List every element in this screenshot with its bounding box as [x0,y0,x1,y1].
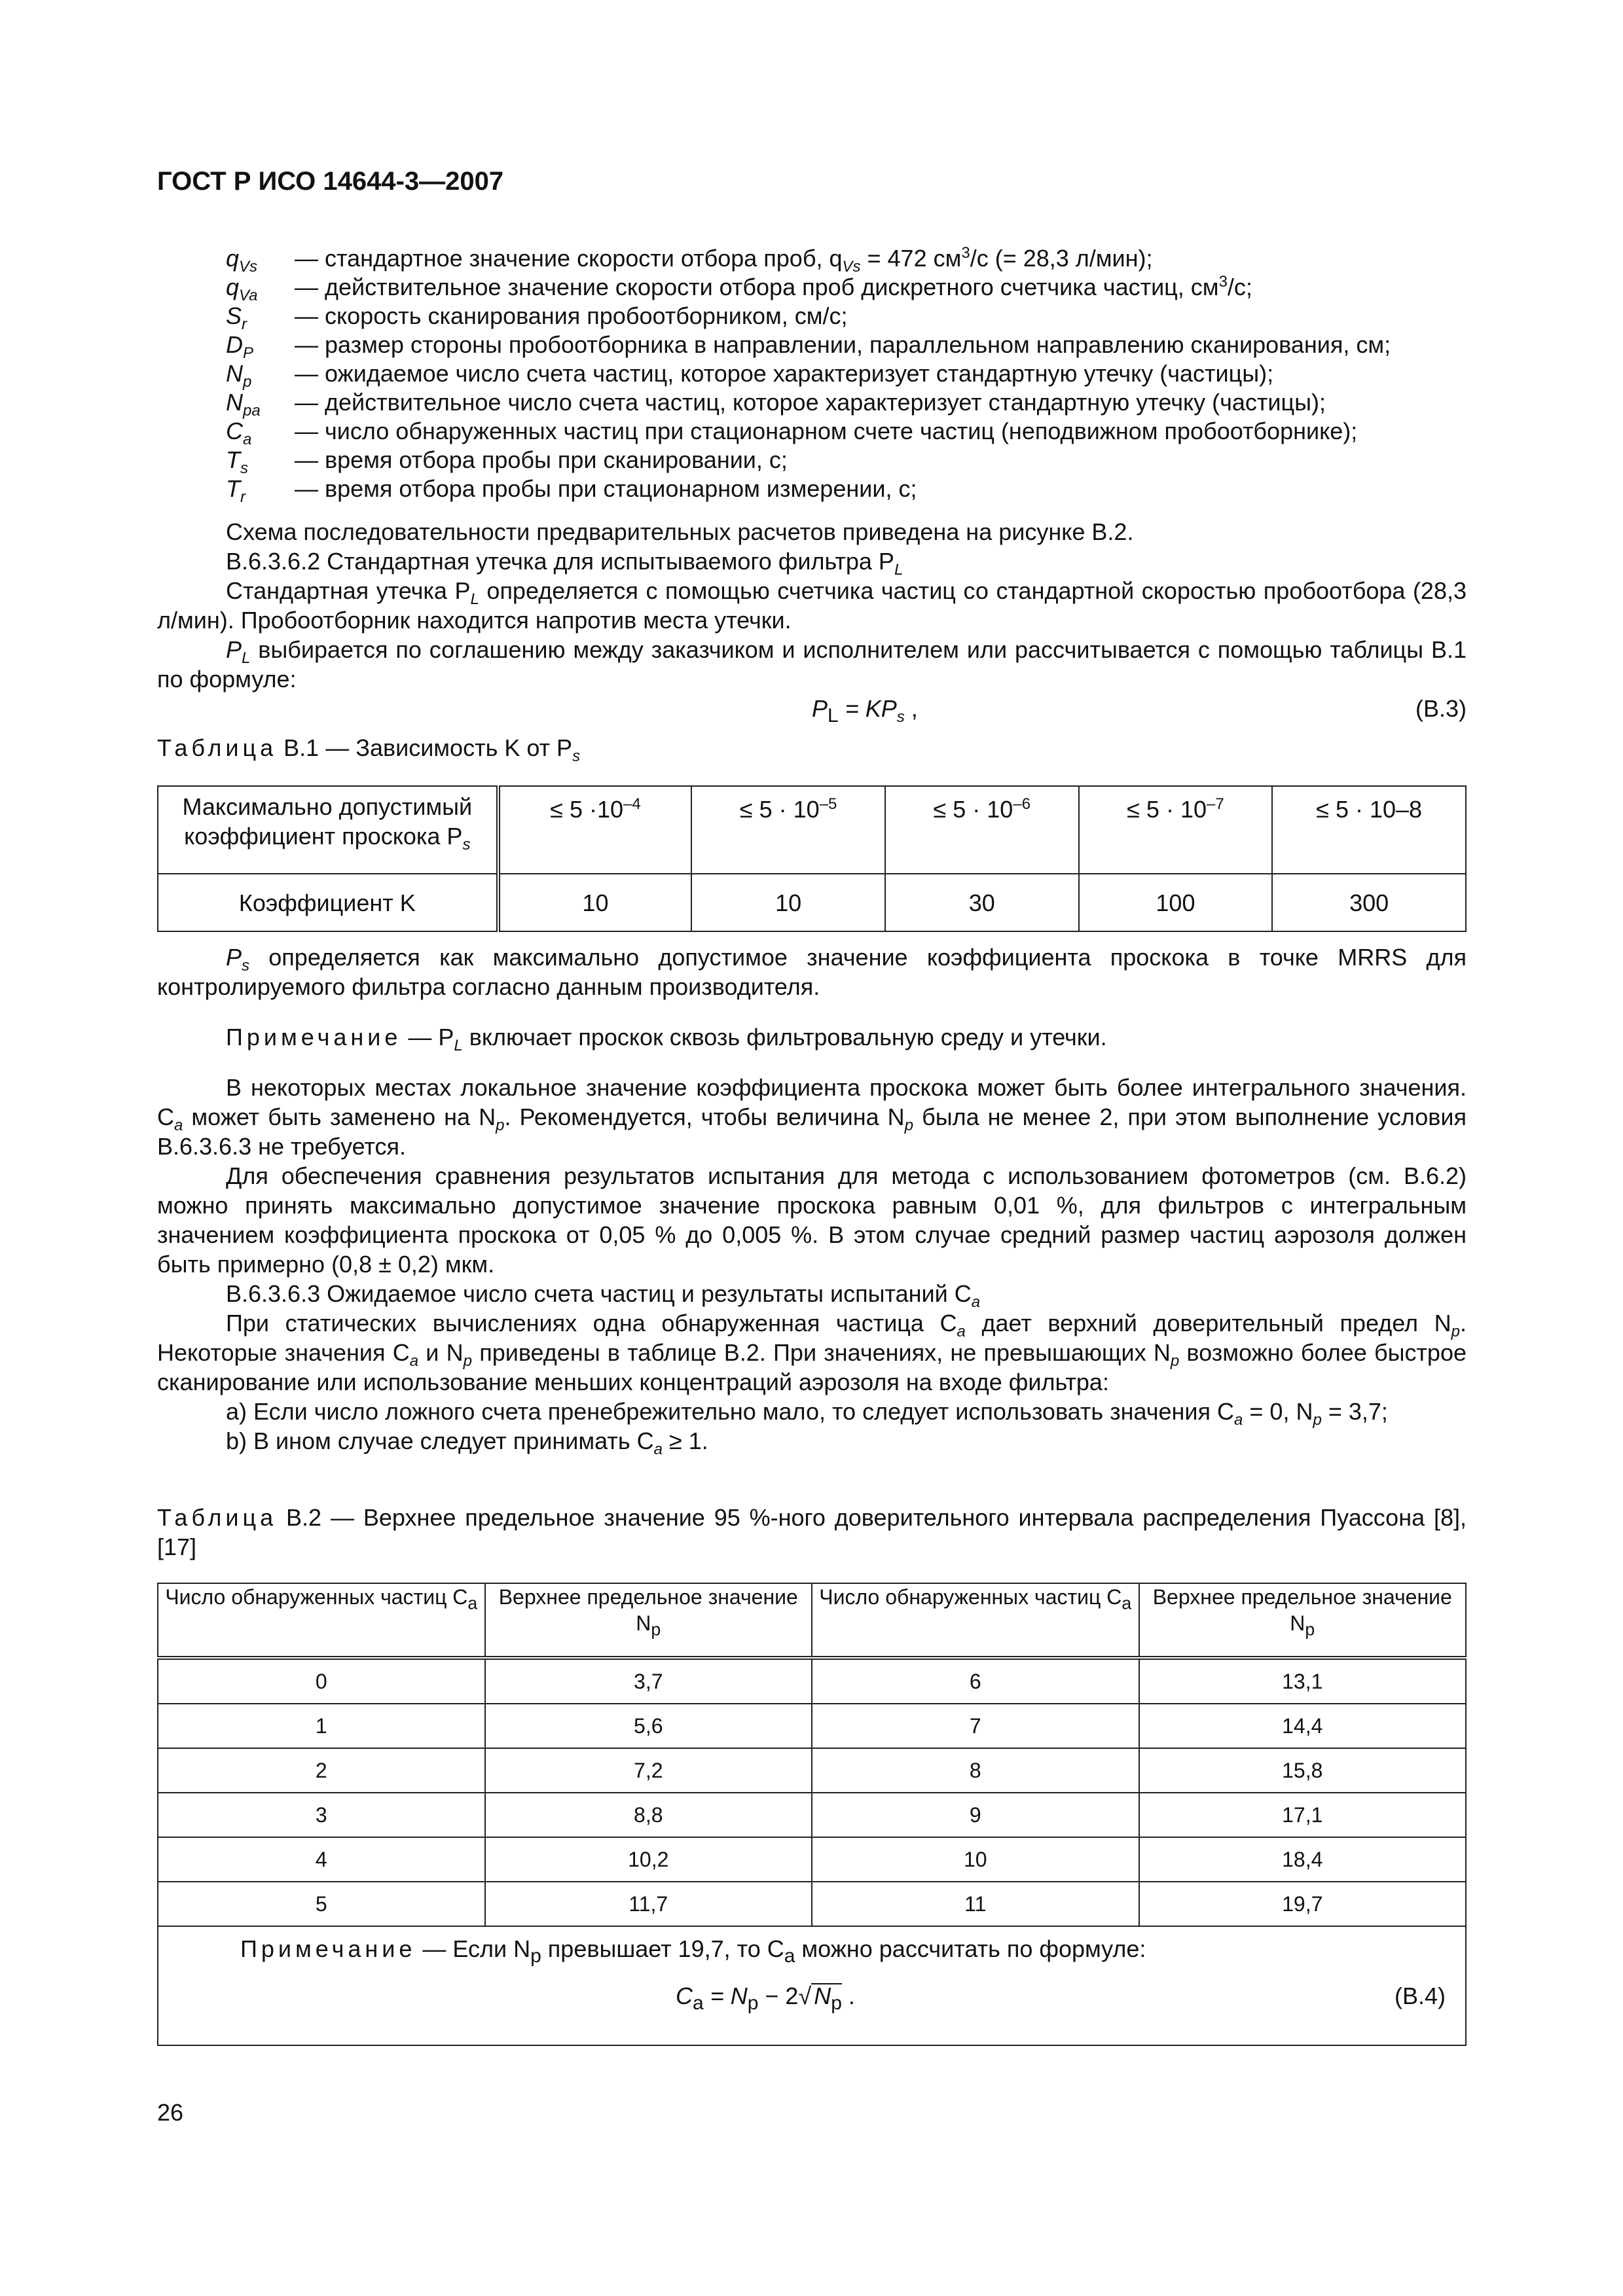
table-b1-cell [1079,786,1273,874]
definition-text [295,418,1357,444]
inline-text: В.2 — Верхнее предельное значение 95 %-ного доверительного интервала распределения Пуассона [8], [17] [157,1504,1467,1560]
inline-text: q [226,274,240,300]
definition-symbol [226,330,295,363]
table-b1-cell: 100 [1079,874,1273,931]
inline-text: a [1122,1593,1132,1613]
inline-text: Примечание [240,1935,416,1962]
inline-text: возможно более быстрое сканирование или использование меньших концентраций аэрозоля на входе фильтра: [157,1339,1467,1395]
inline-text: Максимально допустимый коэффициент проскока P [182,793,473,850]
definition-text [295,475,917,502]
inline-text: P [812,695,828,722]
inline-text: p [496,1117,505,1135]
inline-text: — число обнаруженных частиц при стационарном счете частиц (неподвижном пробоотборнике); [295,418,1358,444]
inline-text: L [242,649,251,668]
inline-text: определяется как максимально допустимое значение коэффициента проскока в точке MRRS для контролируемого фильтра согласно данным производителя. [157,944,1467,1000]
inline-text: p [1170,1352,1180,1371]
inline-text: 3 [1218,273,1228,291]
list-item-a [157,1397,1467,1429]
inline-text: s [242,957,250,975]
inline-text: . Рекомендуется, чтобы величина N [504,1103,905,1130]
table-b2-cell: 11 [812,1882,1139,1926]
table-b1-cell: 30 [885,874,1079,931]
table-b2-cell: 8 [812,1748,1139,1793]
inline-text: S [226,302,242,329]
inline-text: При статических вычислениях одна обнаруженная частица C [226,1310,957,1336]
table-b2-cell: 13,1 [1139,1658,1466,1704]
body-section-2 [157,942,1467,1562]
inline-text: L [454,1037,463,1055]
inline-text: превышает 19,7, то C [541,1935,784,1962]
inline-text: p [747,1992,759,2015]
inline-text: q [226,245,240,272]
inline-text: T [226,446,240,473]
inline-text: — время отбора пробы при сканировании, с; [295,446,788,473]
definition-line [226,272,1467,305]
inline-text: p [651,1619,661,1640]
inline-text: . [841,1982,855,2009]
inline-text: ≤ 5 · 10 [1127,796,1207,823]
definition-line [226,474,1467,507]
formula-b4: $C_a = N_p - 2√$ $N_p$ . [676,1982,855,2015]
inline-text: p [463,1352,472,1371]
inline-text: r [242,315,247,334]
inline-text: N [226,360,243,387]
inline-text: = 3,7; [1321,1398,1388,1425]
inline-text: N [226,389,243,416]
table-row [158,1658,1466,1704]
inline-text: — размер стороны пробоотборника в направлении, параллельном направлению сканирования, см; [295,331,1391,358]
definition-line [226,243,1467,276]
table-b2-cell: 14,4 [1139,1704,1466,1748]
body-section-1 [157,517,1467,766]
inline-text: выбирается по соглашению между заказчиком и исполнителем или рассчитывается с помощью таблицы В.1 по формуле: [157,636,1467,692]
definition-line [226,387,1467,420]
inline-text: Верхнее предельное значение N [498,1585,798,1635]
inline-text: P [226,636,242,663]
inline-text: a [693,1992,704,2015]
table-b2-cell: 5 [158,1882,485,1926]
table-row [158,1793,1466,1837]
inline-text: Верхнее предельное значение N [1152,1585,1452,1635]
inline-text: Таблица [157,734,278,761]
inline-text: Число обнаруженных частиц C [819,1585,1122,1609]
inline-text: a [409,1352,419,1371]
inline-text: P [243,344,254,363]
table-b1-row-ps [158,786,1466,874]
inline-text: определяется с помощью счетчика частиц со стандартной скоростью пробоотбора (28,3 л/мин). Пробоотборник находится напротив места утечки. [157,577,1467,634]
inline-text: a [653,1441,663,1459]
definition-symbol [226,387,295,420]
inline-text: /с; [1227,274,1252,300]
table-b2-cell: 3,7 [485,1658,812,1704]
table-b1-label-ps [158,786,498,874]
table-b2-cell: 15,8 [1139,1748,1466,1793]
inline-text: Vs [842,258,861,276]
table-row [158,1882,1466,1926]
table-b2-header-ca [158,1583,485,1658]
inline-text: s [462,836,471,854]
table-b1-label-k: Коэффициент K [158,874,498,931]
table-b1 [157,785,1467,932]
symbol-definitions [226,243,1467,507]
inline-text: дает верхний доверительный предел N [965,1310,1451,1336]
definition-symbol [226,359,295,391]
inline-text: В.1 — Зависимость K от P [277,734,573,761]
table-b1-cell: 300 [1272,874,1466,931]
inline-text: включает проскок сквозь фильтровальную среду и утечки. [462,1024,1107,1050]
table-row [158,1837,1466,1882]
table-b2-cell: 7 [812,1704,1139,1748]
table-b2-cell: 17,1 [1139,1793,1466,1837]
table-b2-cell: 8,8 [485,1793,812,1837]
inline-text: Таблица [157,1504,278,1531]
definition-text [295,274,1252,300]
definition-symbol [226,445,295,478]
definition-symbol [226,416,295,449]
note-1 [157,1022,1467,1055]
definition-line [226,330,1467,363]
table-b2-cell: 5,6 [485,1704,812,1748]
table-b1-cell [1272,786,1466,874]
table-b2-cell: 9 [812,1793,1139,1837]
inline-text: –7 [1207,795,1224,813]
table-b1-cell [498,786,692,874]
inline-text: ≤ 5 · 10 [739,796,820,823]
inline-text: r [240,488,246,507]
table-b2-cell: 2 [158,1748,485,1793]
inline-text: — стандартное значение скорости отбора проб, q [295,245,843,272]
inline-text: p [904,1117,914,1135]
inline-text: a [784,1945,795,1967]
inline-text: — ожидаемое число счета частиц, которое характеризует стандартную утечку (частицы); [295,360,1274,387]
paragraph-local [157,1073,1467,1161]
table-b2-header [158,1583,1466,1658]
inline-text: p [1313,1411,1322,1429]
inline-text: = 472 см [860,245,962,272]
section-b6363 [157,1279,1467,1312]
table-b2-cell: 4 [158,1837,485,1882]
table-b2-note-row [158,1926,1466,2045]
inline-text: p [831,1992,842,2015]
formula-b3-number: (В.3) [1415,695,1467,722]
inline-text: –5 [819,795,837,813]
definition-line [226,359,1467,391]
inline-text: — P [401,1024,454,1050]
inline-text: В некоторых местах локальное значение коэффициента проскока может быть более интегрального значения. C [157,1074,1467,1130]
inline-text: ≤ 5 · 10 [933,796,1013,823]
definition-text [295,360,1273,387]
inline-text: C [676,1982,693,2009]
page-number: 26 [157,2099,184,2126]
inline-text: /с (= 28,3 л/мин); [970,245,1153,272]
inline-text: Стандартная утечка P [226,577,471,604]
inline-text: , [904,695,918,722]
inline-text: a [1234,1411,1243,1429]
table-b2-cell: 10 [812,1837,1139,1882]
table1-caption [157,733,1467,766]
inline-text: может быть заменено на N [183,1103,496,1130]
inline-text [811,1983,842,2015]
table-b2-cell: 18,4 [1139,1837,1466,1882]
inline-text: . Некоторые значения C [157,1310,1467,1366]
inline-text: — действительное число счета частиц, которое характеризует стандартную утечку (частицы); [295,389,1326,416]
definition-text [295,244,1153,276]
inline-text: 3 [961,244,970,262]
inline-text: = 0, N [1243,1398,1313,1425]
table-b2-cell: 10,2 [485,1837,812,1882]
inline-text: Vs [239,258,258,276]
inline-text: s [572,747,581,766]
inline-text: s [896,708,905,726]
inline-text: a [971,1293,981,1312]
inline-text: приведены в таблице В.2. При значениях, не превышающих N [472,1339,1171,1366]
formula-b4-number: (В.4) [1394,1982,1446,2009]
inline-text: = KP [838,695,897,722]
inline-text: и N [418,1339,464,1366]
inline-text: L [470,590,479,609]
definition-symbol [226,243,295,276]
table-b2 [157,1583,1467,2046]
table-b2-header-np [1139,1583,1466,1658]
inline-text: L [828,705,839,727]
inline-text: N [814,1982,831,2009]
paragraph-ps [157,942,1467,1001]
definition-text [295,331,1391,358]
inline-text: a [243,431,252,449]
definition-symbol [226,301,295,334]
table-row [158,1704,1466,1748]
inline-text: − 2 [758,1982,799,2009]
inline-text: a [174,1117,183,1135]
definition-line [226,301,1467,334]
table2-caption [157,1503,1467,1562]
inline-text: Va [239,287,258,305]
table-b1-cell: 10 [498,874,692,931]
inline-text: — скорость сканирования пробоотборником, см/с; [295,302,848,329]
formula-b3 [157,694,1467,726]
inline-text: p [530,1945,541,1967]
inline-text: C [226,418,243,444]
list-item-b [157,1426,1467,1459]
inline-text: В.6.3.6.3 Ожидаемое число счета частиц и результаты испытаний C [226,1280,972,1307]
inline-text: — действительное значение скорости отбора проб дискретного счетчика частиц, см [295,274,1219,300]
inline-text: p [243,373,252,391]
inline-text: pa [243,402,261,420]
inline-text: P [226,944,242,971]
table-b1-row-k [158,874,1466,931]
table-b1-cell [885,786,1079,874]
inline-text: s [240,459,248,478]
table-b2-header-ca [812,1583,1139,1658]
inline-text: можно рассчитать по формуле: [795,1935,1146,1962]
paragraph-pl [157,635,1467,694]
inline-text: T [226,475,240,502]
table-b1-cell [691,786,885,874]
inline-text: D [226,331,243,358]
definition-line [226,445,1467,478]
inline-text: Число обнаруженных частиц C [165,1585,468,1609]
definition-symbol [226,474,295,507]
table-b2-cell: 6 [812,1658,1139,1704]
paragraph-standard-leak [157,576,1467,635]
paragraph-photometer: Для обеспечения сравнения результатов испытания для метода с использованием фотометров (см. В.6.2) можно принять максимально допустимое значение проскока равным 0,01 %, для фильтров с интегральным значением коэффициента проскока от 0,05 % до 0,005 %. В этом случае средний размер частиц аэрозоля должен быть примерно (0,8 ± 0,2) мкм. [157,1162,1467,1278]
inline-text: a [467,1593,478,1613]
inline-text: = N [703,1982,748,2009]
definition-text [295,389,1326,416]
table-b1-cell: 10 [691,874,885,931]
inline-text: a) Если число ложного счета пренебрежительно мало, то следует использовать значения C [226,1398,1235,1425]
inline-text: –4 [623,795,641,813]
inline-text: ≥ 1. [662,1427,708,1454]
inline-text: L [894,561,903,579]
section-b6362 [157,547,1467,579]
document-header: ГОСТ Р ИСО 14644-3—2007 [157,167,504,196]
table-b2-cell: 19,7 [1139,1882,1466,1926]
inline-text: ≤ 5 ·10 [550,796,624,823]
definition-text [295,302,848,329]
inline-text: Примечание [226,1024,402,1050]
inline-text: ≤ 5 · 10–8 [1316,796,1423,823]
inline-text: В.6.3.6.2 Стандартная утечка для испытываемого фильтра P [226,548,894,575]
table-b2-header-np [485,1583,812,1658]
inline-text: p [1305,1619,1315,1640]
inline-text: –6 [1013,795,1031,813]
inline-text: — Если N [416,1935,531,1962]
inline-text: была не менее 2, при этом выполнение условия В.6.3.6.3 не требуется. [157,1103,1467,1160]
table-b2-cell: 7,2 [485,1748,812,1793]
table-b2-cell: 11,7 [485,1882,812,1926]
table-b2-cell: 0 [158,1658,485,1704]
inline-text: — время отбора пробы при стационарном измерении, с; [295,475,917,502]
paragraph-statistical [157,1308,1467,1397]
definition-symbol [226,272,295,305]
table-row [158,1748,1466,1793]
definition-text [295,446,788,473]
table-b2-cell: 3 [158,1793,485,1837]
table-b2-note [158,1926,1466,2045]
inline-text: a [957,1323,966,1341]
inline-text: p [1451,1323,1460,1341]
inline-text: b) В ином случае следует принимать C [226,1427,654,1454]
definition-line [226,416,1467,449]
inline-text [812,694,918,732]
paragraph-scheme: Схема последовательности предварительных расчетов приведена на рисунке В.2. [226,518,1134,545]
table-b2-cell: 1 [158,1704,485,1748]
